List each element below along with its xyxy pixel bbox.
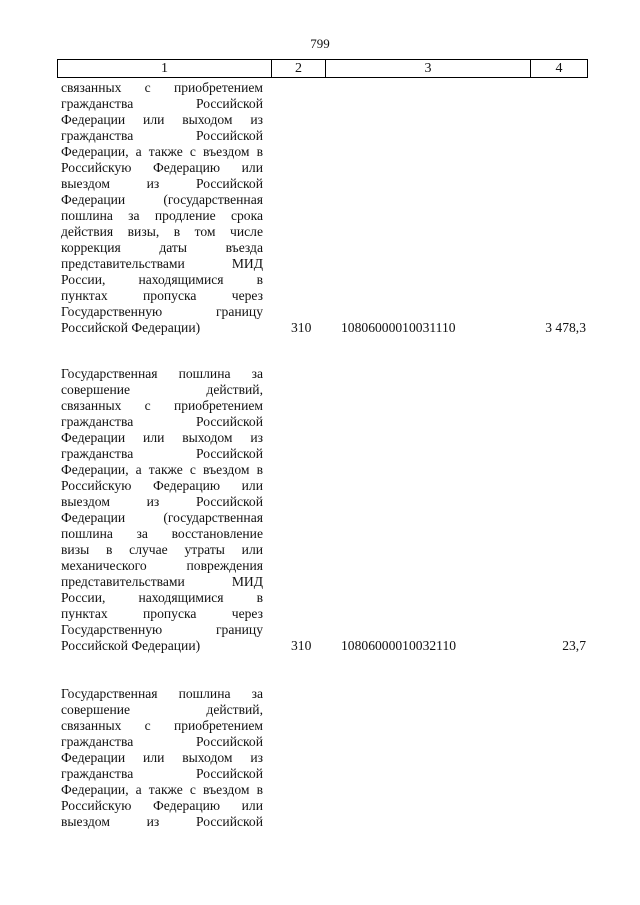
description-line: России, находящимися в xyxy=(61,590,263,605)
description-line: Российскую Федерацию или xyxy=(61,160,263,175)
description-line: выездом из Российской xyxy=(61,494,263,509)
description-line: гражданства Российской xyxy=(61,446,263,461)
header-col-1: 1 xyxy=(57,59,272,78)
table-header xyxy=(57,59,588,78)
kbk-code: 10806000010031110 xyxy=(341,320,456,335)
description-line: гражданства Российской xyxy=(61,128,263,143)
description-line: гражданства Российской xyxy=(61,734,263,749)
admin-code: 310 xyxy=(291,638,312,653)
description-line: Российской Федерации) xyxy=(61,638,201,653)
description-line: пошлина за продление срока xyxy=(61,208,263,223)
table-row xyxy=(61,80,586,336)
description-line: Российской Федерации) xyxy=(61,320,201,335)
description-line: совершение действий, xyxy=(61,702,263,717)
description-line: связанных с приобретением xyxy=(61,80,263,95)
entry-description xyxy=(61,686,586,830)
description-line: России, находящимися в xyxy=(61,272,263,287)
description-line: гражданства Российской xyxy=(61,96,263,111)
description-line: Федерации (государственная xyxy=(61,510,263,525)
description-line: гражданства Российской xyxy=(61,766,263,781)
entry-description xyxy=(61,80,586,336)
description-line: гражданства Российской xyxy=(61,414,263,429)
description-line: Федерации или выходом из xyxy=(61,430,263,445)
description-line: пунктах пропуска через xyxy=(61,606,263,621)
description-line: Федерации (государственная xyxy=(61,192,263,207)
description-line: Государственная пошлина за xyxy=(61,686,263,701)
header-col-2: 2 xyxy=(271,59,326,78)
description-line: Государственная пошлина за xyxy=(61,366,263,381)
amount: 3 478,3 xyxy=(545,320,586,335)
description-line: Федерации или выходом из xyxy=(61,750,263,765)
header-col-4: 4 xyxy=(530,59,588,78)
description-line: связанных с приобретением xyxy=(61,718,263,733)
description-line: Федерации, а также с въездом в xyxy=(61,144,263,159)
table-row xyxy=(61,686,586,830)
description-line: пунктах пропуска через xyxy=(61,288,263,303)
description-line: представительствами МИД xyxy=(61,256,263,271)
page-number: 799 xyxy=(310,36,330,51)
description-line: Государственную границу xyxy=(61,304,263,319)
description-line: представительствами МИД xyxy=(61,574,263,589)
description-line: Федерации или выходом из xyxy=(61,112,263,127)
description-line: действия визы, в том числе xyxy=(61,224,263,239)
table-row xyxy=(61,366,586,654)
kbk-code: 10806000010032110 xyxy=(341,638,457,653)
description-line: совершение действий, xyxy=(61,382,263,397)
description-line: Российскую Федерацию или xyxy=(61,478,263,493)
description-line: визы в случае утраты или xyxy=(61,542,263,557)
description-line: Государственную границу xyxy=(61,622,263,637)
description-line: связанных с приобретением xyxy=(61,398,263,413)
admin-code: 310 xyxy=(291,320,312,335)
description-line: выездом из Российской xyxy=(61,176,263,191)
description-line: выездом из Российской xyxy=(61,814,263,829)
description-line: Федерации, а также с въездом в xyxy=(61,782,263,797)
description-line: Российскую Федерацию или xyxy=(61,798,263,813)
description-line: механического повреждения xyxy=(61,558,263,573)
description-line: пошлина за восстановление xyxy=(61,526,263,541)
description-line: коррекция даты въезда xyxy=(61,240,263,255)
description-line: Федерации, а также с въездом в xyxy=(61,462,263,477)
amount: 23,7 xyxy=(562,638,586,653)
entry-description xyxy=(61,366,586,654)
header-col-3: 3 xyxy=(325,59,531,78)
